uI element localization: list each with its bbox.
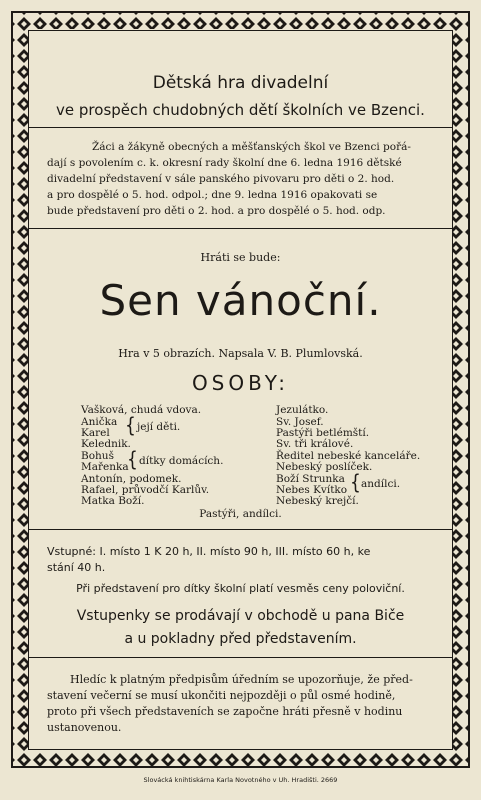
- intro-line: dají s povolením c. k. okresní rady školní dne 6. ledna 1916 dětské: [47, 157, 402, 169]
- notice-line: proto při všech představeních se započne hráti přesně v hodinu: [47, 705, 403, 718]
- intro-line: a pro dospělé o 5. hod. odpol.; dne 9. ledna 1916 opakovati se: [47, 189, 378, 201]
- cast-group: dítky domácích.: [139, 455, 224, 467]
- cast-heading: OSOBY:: [191, 371, 290, 395]
- cast-item: Sv. Josef.: [276, 416, 324, 428]
- cast-item: Kelednik.: [81, 438, 131, 450]
- price-note: Při představení pro dítky školní platí vesměs ceny poloviční.: [76, 582, 405, 595]
- event-subtitle: ve prospěch chudobných dětí školních ve Bzenci.: [56, 101, 425, 119]
- brace: {: [127, 447, 138, 472]
- printer-credit: Slovácká knihtiskárna Karla Novotného v Uh. Hradišti. 2669: [143, 776, 338, 784]
- cast-item: Antonín, podomek.: [81, 473, 182, 485]
- tickets-line: Vstupenky se prodávají v obchodě u pana Biče: [76, 608, 405, 624]
- divider: [28, 529, 453, 530]
- play-intro: Hráti se bude:: [200, 251, 281, 264]
- cast-item: Pastýři betlémští.: [276, 427, 370, 439]
- cast-footer: Pastýři, andílci.: [199, 508, 282, 520]
- notice-line: ustanovenou.: [47, 721, 122, 734]
- notice-line: Hledíc k platným předpisům úředním se upozorňuje, že před-: [70, 673, 413, 686]
- cast-item: Bohuš: [81, 450, 114, 462]
- price-line: stání 40 h.: [47, 561, 106, 574]
- intro-line: Žáci a žákyně obecných a měšťanských škol ve Bzenci pořá-: [92, 141, 411, 153]
- intro-line: divadelní představení v sále panského pivovaru pro děti o 2. hod.: [47, 173, 395, 185]
- event-title: Dětská hra divadelní: [152, 73, 329, 93]
- cast-item: Rafael, průvodčí Karlův.: [81, 484, 210, 496]
- cast-item: Mařenka: [81, 461, 129, 473]
- cast-item: Nebes Kvítko: [276, 484, 348, 496]
- divider: [28, 228, 453, 229]
- divider: [28, 127, 453, 128]
- notice-line: stavení večerní se musí ukončiti nejpozději o půl osmé hodině,: [47, 689, 396, 702]
- price-line: Vstupné: I. místo 1 K 20 h, II. místo 90 h, III. místo 60 h, ke: [47, 545, 371, 558]
- divider: [28, 657, 453, 658]
- play-subtitle: Hra v 5 obrazích. Napsala V. B. Plumlovská.: [118, 347, 363, 360]
- cast-group: její děti.: [137, 421, 181, 433]
- cast-item: Nebeský krejčí.: [276, 495, 359, 507]
- play-title: Sen vánoční.: [99, 276, 382, 325]
- intro-line: bude představení pro děti o 2. hod. a pro dospělé o 5. hod. odp.: [47, 205, 386, 217]
- cast-group: andílci.: [361, 478, 401, 490]
- brace: {: [350, 470, 361, 495]
- cast-item: Vašková, chudá vdova.: [81, 404, 202, 416]
- cast-item: Sv. tři králové.: [276, 438, 354, 450]
- tickets-line: a u pokladny před představením.: [124, 631, 357, 647]
- brace: {: [125, 413, 136, 438]
- cast-item: Anička: [81, 416, 118, 428]
- cast-item: Nebeský poslíček.: [276, 461, 373, 473]
- cast-item: Ředitel nebeské kanceláře.: [276, 450, 421, 462]
- cast-item: Karel: [81, 427, 110, 439]
- cast-item: Boží Strunka: [276, 473, 345, 485]
- cast-item: Jezulátko.: [276, 404, 329, 416]
- cast-item: Matka Boží.: [81, 495, 145, 507]
